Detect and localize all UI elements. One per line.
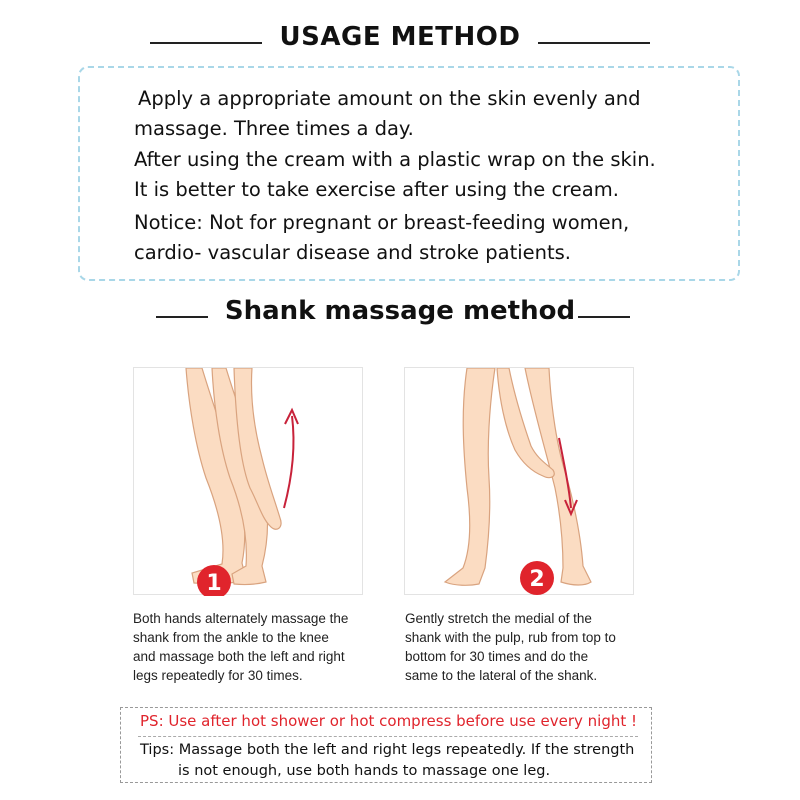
usage-title-right-rule <box>538 42 650 44</box>
step-1-line: legs repeatedly for 30 times. <box>133 668 303 683</box>
usage-line: It is better to take exercise after using the cream. <box>134 178 619 201</box>
tips-line-1: Tips: Massage both the left and right legs repeatedly. If the strength <box>140 742 635 758</box>
step-1-illustration-panel <box>133 367 363 595</box>
usage-paragraph-3 <box>134 208 724 268</box>
usage-line: cardio- vascular disease and stroke patients. <box>134 241 571 264</box>
notes-divider <box>138 736 638 737</box>
usage-line: Apply a appropriate amount on the skin evenly and <box>138 87 641 110</box>
leg-shape <box>525 368 591 585</box>
usage-title: USAGE METHOD <box>279 22 521 52</box>
step-2-number: 2 <box>529 567 545 592</box>
step-2-line: same to the lateral of the shank. <box>405 668 598 683</box>
tips-note <box>140 740 650 782</box>
ps-note: PS: Use after hot shower or hot compress before use every night ! <box>140 712 638 730</box>
shank-title-right-rule <box>578 316 630 318</box>
leg-shape <box>445 368 495 585</box>
step-2-line: bottom for 30 times and do the <box>405 649 589 664</box>
usage-line: Notice: Not for pregnant or breast-feeding women, <box>134 211 630 234</box>
step-2-leg-illustration <box>405 368 635 596</box>
shank-title: Shank massage method <box>224 296 576 326</box>
step-1-leg-illustration <box>134 368 364 596</box>
usage-line: After using the cream with a plastic wrap on the skin. <box>134 148 656 171</box>
upward-arrow-icon <box>284 416 294 508</box>
step-1-line: shank from the ankle to the knee <box>133 630 329 645</box>
step-2-line: Gently stretch the medial of the <box>405 611 592 626</box>
step-1-line: Both hands alternately massage the <box>133 611 349 626</box>
step-2-line: shank with the pulp, rub from top to <box>405 630 616 645</box>
usage-line: massage. Three times a day. <box>134 117 414 140</box>
step-2-description <box>405 609 645 685</box>
step-1-description <box>133 609 373 685</box>
step-2-illustration-panel <box>404 367 634 595</box>
usage-paragraph-1 <box>134 84 724 144</box>
step-1-line: and massage both the left and right <box>133 649 345 664</box>
usage-paragraph-2 <box>134 145 724 205</box>
step-1-number: 1 <box>206 571 222 596</box>
tips-line-2: is not enough, use both hands to massage one leg. <box>178 763 551 779</box>
